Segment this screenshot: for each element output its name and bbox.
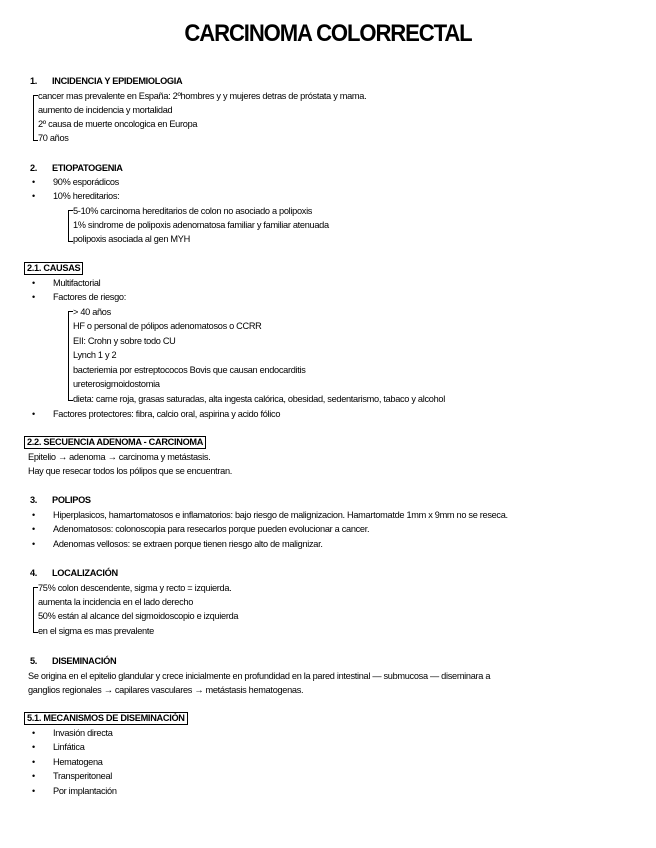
section-number: 1.: [30, 76, 38, 86]
list-item: Transperitoneal: [53, 771, 112, 781]
list-item: Factores protectores: fibra, calcio oral, aspirina y acido fólico: [53, 409, 281, 419]
list-item: Factores de riesgo:: [53, 292, 126, 302]
section-4-heading: [30, 567, 118, 579]
sub-item: ureterosigmoidostomia: [73, 379, 160, 389]
section-number: 4.: [30, 568, 38, 578]
bullet-icon: •: [32, 757, 36, 767]
list-item: Invasión directa: [53, 728, 113, 738]
sub-item: Lynch 1 y 2: [73, 350, 117, 360]
section-title: DISEMINACIÓN: [52, 656, 117, 666]
list-item: cancer mas prevalente en España: 2ºhombres y y mujeres detras de próstata y mama.: [38, 91, 367, 101]
paragraph-line: ganglios regionales → capilares vasculares → metástasis hematogenas.: [28, 685, 304, 695]
bracket: [33, 587, 34, 633]
bullet-icon: •: [32, 742, 36, 752]
section-3-heading: [30, 494, 91, 506]
list-item: en el sigma es mas prevalente: [38, 626, 154, 636]
paragraph-line: Se origina en el epitelio glandular y crece inicialmente en profundidad en la pared intestinal — submucosa — diseminara a: [28, 671, 491, 681]
section-title: POLIPOS: [52, 495, 91, 505]
bullet-icon: •: [32, 524, 36, 534]
sub-item: dieta: carne roja, grasas saturadas, alta ingesta calórica, obesidad, sedentarismo, tabaco y alcohol: [73, 394, 445, 404]
bullet-icon: •: [32, 191, 36, 201]
section-2-1-heading: 2.1. CAUSAS: [24, 262, 83, 275]
bullet-icon: •: [32, 786, 36, 796]
list-item: aumenta la incidencia en el lado derecho: [38, 597, 194, 607]
section-5-heading: [30, 655, 116, 667]
list-item: 50% están al alcance del sigmoidoscopio e izquierda: [38, 611, 239, 621]
list-item: Multifactorial: [53, 278, 101, 288]
list-item: 10% hereditarios:: [53, 191, 120, 201]
list-item: aumento de incidencia y mortalidad: [38, 105, 173, 115]
section-title: INCIDENCIA Y EPIDEMIOLOGIA: [52, 76, 183, 86]
bracket: [33, 95, 34, 141]
list-item: 75% colon descendente, sigma y recto = izquierda.: [38, 583, 232, 593]
list-item: 70 años: [38, 133, 69, 143]
bracket: [68, 210, 69, 242]
list-item: 90% esporádicos: [53, 177, 119, 187]
list-item: Por implantación: [53, 786, 117, 796]
section-title: ETIOPATOGENIA: [52, 163, 123, 173]
bullet-icon: •: [32, 292, 36, 302]
list-item: Linfática: [53, 742, 85, 752]
bullet-icon: •: [32, 728, 36, 738]
bullet-icon: •: [32, 510, 36, 520]
bracket: [68, 311, 69, 401]
section-number: 2.: [30, 163, 38, 173]
bullet-icon: •: [32, 278, 36, 288]
section-number: 3.: [30, 495, 38, 505]
section-1-heading: [30, 75, 182, 87]
section-title: LOCALIZACIÓN: [52, 568, 118, 578]
bullet-icon: •: [32, 539, 36, 549]
section-5-1-heading: 5.1. MECANISMOS DE DISEMINACIÓN: [24, 712, 188, 725]
section-2-heading: [30, 162, 123, 174]
sub-item: 1% sindrome de polipoxis adenomatosa familiar y familiar atenuada: [73, 220, 329, 230]
sub-item: bacteriemia por estreptococos Bovis que causan endocarditis: [73, 365, 306, 375]
section-2-2-heading: 2.2. SECUENCIA ADENOMA - CARCINOMA: [24, 436, 206, 449]
list-item: Adenomas vellosos: se extraen porque tienen riesgo alto de malignizar.: [53, 539, 323, 549]
sub-item: HF o personal de pólipos adenomatosos o CCRR: [73, 321, 262, 331]
sub-item: > 40 años: [73, 307, 111, 317]
paragraph-line: Epitelio → adenoma → carcinoma y metástasis.: [28, 452, 211, 462]
list-item: Hiperplasicos, hamartomatosos e inflamatorios: bajo riesgo de malignizacion. Hamartomatde 1mm x 9mm no se reseca.: [53, 510, 508, 520]
sub-item: 5-10% carcinoma hereditarios de colon no asociado a polipoxis: [73, 206, 313, 216]
sub-item: EII: Crohn y sobre todo CU: [73, 336, 176, 346]
bullet-icon: •: [32, 771, 36, 781]
bullet-icon: •: [32, 409, 36, 419]
list-item: Hematogena: [53, 757, 103, 767]
bullet-icon: •: [32, 177, 36, 187]
document-title: CARCINOMA COLORRECTAL: [184, 20, 472, 47]
list-item: 2º causa de muerte oncologica en Europa: [38, 119, 198, 129]
section-number: 5.: [30, 656, 38, 666]
list-item: Adenomatosos: colonoscopia para resecarlos porque pueden evolucionar a cancer.: [53, 524, 370, 534]
paragraph-line: Hay que resecar todos los pólipos que se encuentran.: [28, 466, 233, 476]
sub-item: polipoxis asociada al gen MYH: [73, 234, 190, 244]
